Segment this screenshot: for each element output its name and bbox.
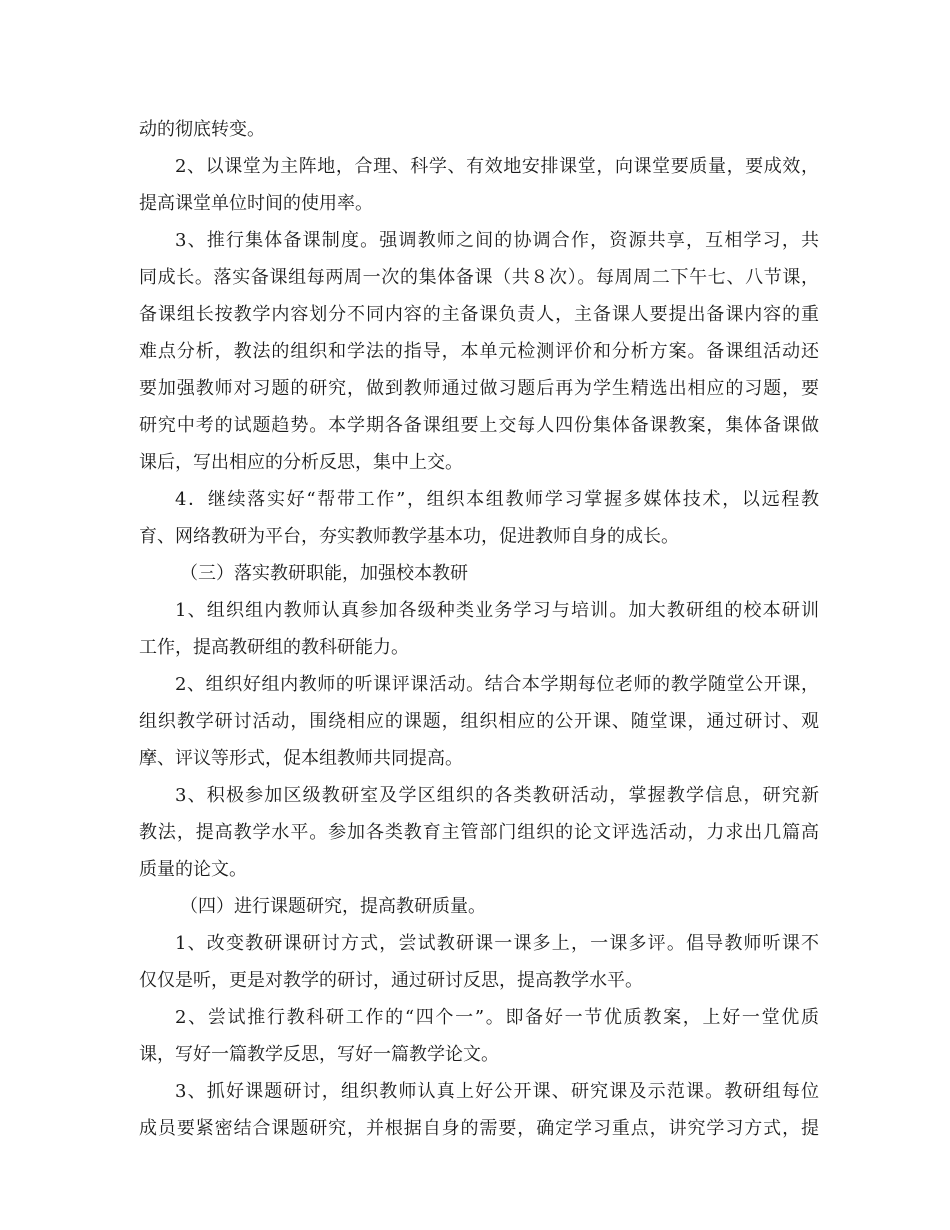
text-line: 研究中考的试题趋势。本学期各备课组要上交每人四份集体备课教案，集体备课做: [139, 415, 819, 436]
text-line: 同成长。落实备课组每两周一次的集体备课（共８次）。每周周二下午七、八节课，: [139, 267, 819, 288]
text-line: 备课组长按教学内容划分不同内容的主备课负责人，主备课人要提出备课内容的重: [139, 304, 819, 325]
section-heading-3: （三）落实教研职能，加强校本教研: [180, 563, 468, 584]
text-line: 提高课堂单位时间的使用率。: [139, 193, 373, 214]
text-line: 育、网络教研为平台，夯实教师教学基本功，促进教师自身的成长。: [139, 526, 679, 547]
text-line: 质量的论文。: [139, 859, 247, 880]
text-line: 课后，写出相应的分析反思，集中上交。: [139, 452, 463, 473]
paragraph-3-line: 3、推行集体备课制度。强调教师之间的协调合作，资源共享，互相学习，共: [175, 230, 819, 251]
text-line: 要加强教师对习题的研究，做到教师通过做习题后再为学生精选出相应的习题，要: [139, 378, 819, 399]
paragraph-line: 3、抓好课题研讨，组织教师认真上好公开课、研究课及示范课。教研组每位: [175, 1081, 819, 1102]
text-line: 工作，提高教研组的教科研能力。: [139, 637, 409, 658]
text-line: 课，写好一篇教学反思，写好一篇教学论文。: [139, 1044, 499, 1065]
paragraph-4-line: 4．继续落实好“帮带工作”，组织本组教师学习掌握多媒体技术，以远程教: [175, 489, 819, 510]
text-line: 动的彻底转变。: [139, 119, 265, 140]
paragraph-2-line: 2、以课堂为主阵地，合理、科学、有效地安排课堂，向课堂要质量，要成效，: [175, 156, 819, 177]
paragraph-line: 1、组织组内教师认真参加各级种类业务学习与培训。加大教研组的校本研训: [175, 600, 819, 621]
section-heading-4: （四）进行课题研究，提高教研质量。: [180, 896, 486, 917]
paragraph-line: 1、改变教研课研讨方式，尝试教研课一课多上，一课多评。倡导教师听课不: [175, 933, 819, 954]
text-line: 仅仅是听，更是对教学的研讨，通过研讨反思，提高教学水平。: [139, 970, 643, 991]
paragraph-line: 2、尝试推行教科研工作的“四个一”。即备好一节优质教案，上好一堂优质: [175, 1007, 819, 1028]
paragraph-line: 2、组织好组内教师的听课评课活动。结合本学期每位老师的教学随堂公开课，: [175, 674, 819, 695]
text-line: 摩、评议等形式，促本组教师共同提高。: [139, 748, 463, 769]
text-line: 教法，提高教学水平。参加各类教育主管部门组织的论文评选活动，力求出几篇高: [139, 822, 819, 843]
text-line: 难点分析，教法的组织和学法的指导，本单元检测评价和分析方案。备课组活动还: [139, 341, 819, 362]
text-line: 成员要紧密结合课题研究，并根据自身的需要，确定学习重点，讲究学习方式，提: [139, 1118, 819, 1139]
text-line: 组织教学研讨活动，围绕相应的课题，组织相应的公开课、随堂课，通过研讨、观: [139, 711, 819, 732]
paragraph-line: 3、积极参加区级教研室及学区组织的各类教研活动，掌握教学信息，研究新: [175, 785, 819, 806]
